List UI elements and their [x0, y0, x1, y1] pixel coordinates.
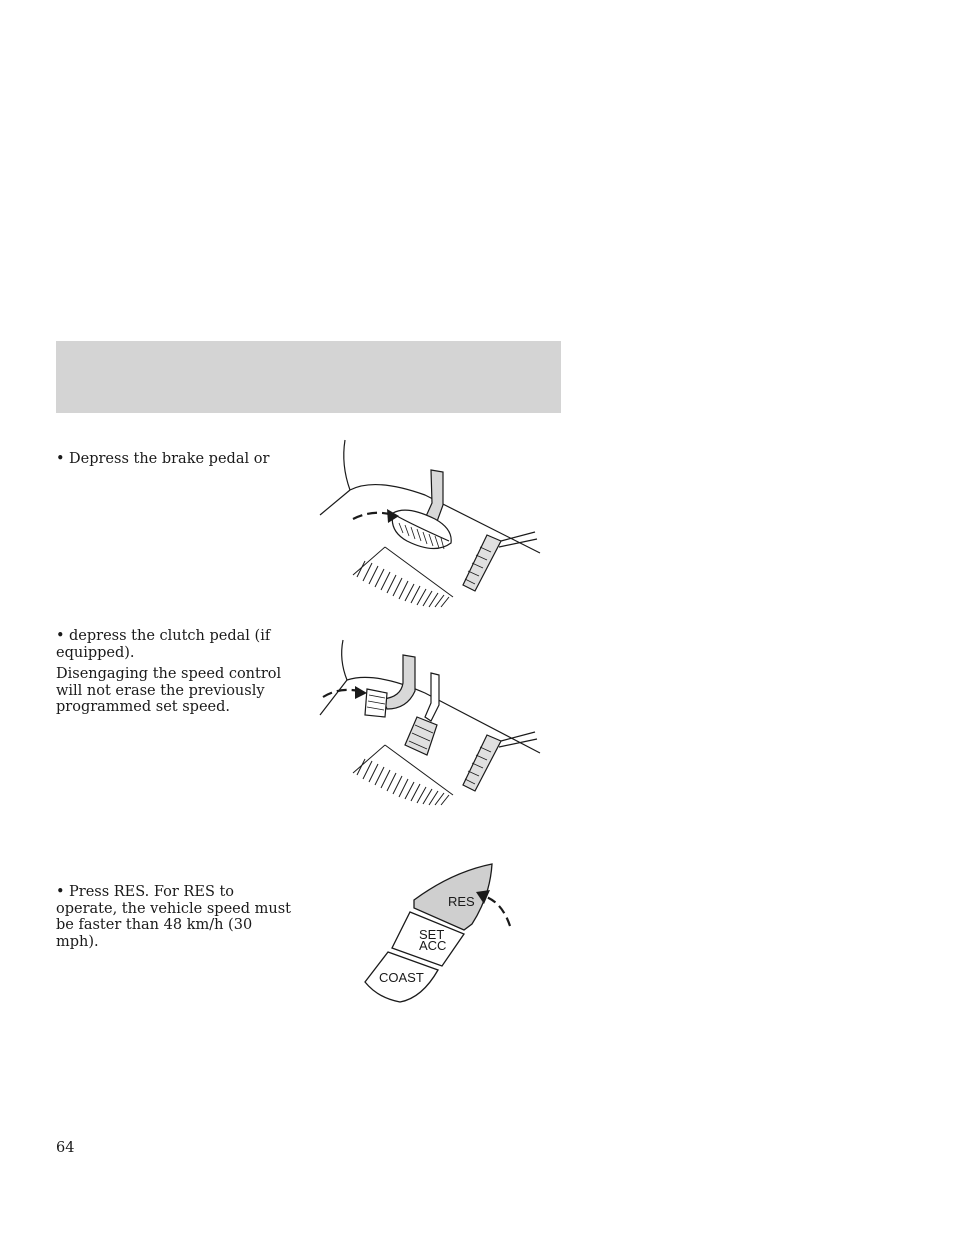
step-resume-text	[56, 884, 296, 950]
step-clutch-text	[56, 628, 296, 661]
accelerator-pedal	[463, 732, 537, 791]
step-brake-text	[56, 451, 296, 468]
step-brake-label: Depress the brake pedal or	[69, 451, 270, 467]
press-arrow	[353, 513, 393, 519]
floor-mat	[353, 745, 453, 805]
speed-control-note: Disengaging the speed control will not erase the previously programmed set speed.	[56, 666, 282, 715]
step-clutch-label: depress the clutch pedal (if equipped).	[56, 628, 271, 661]
accelerator-pedal	[463, 532, 537, 591]
section-header-band	[56, 341, 561, 413]
brake-arm	[425, 673, 439, 721]
step-brake	[56, 451, 296, 473]
firewall-line	[344, 440, 350, 490]
step-clutch	[56, 628, 296, 721]
resume-arrow	[484, 896, 510, 926]
press-arrow-head	[355, 686, 367, 699]
press-arrow	[323, 690, 359, 697]
bullet-icon: •	[56, 451, 65, 467]
brake-pedal-illustration	[315, 435, 545, 615]
step-resume-label: Press RES. For RES to operate, the vehicle speed must be faster than 48 km/h (30 mph).	[56, 884, 291, 950]
firewall-line	[342, 640, 347, 680]
bullet-icon: •	[56, 628, 65, 644]
page-number: 64	[56, 1140, 75, 1156]
speed-control-switch-illustration	[360, 860, 520, 1010]
clutch-arm	[383, 655, 415, 709]
step-resume	[56, 884, 296, 955]
brake-pedal-pad	[392, 510, 451, 549]
set-label: SET	[419, 927, 445, 942]
floor-mat	[353, 547, 453, 607]
acc-label: ACC	[419, 938, 447, 953]
brake-pedal-pad	[405, 717, 437, 755]
clutch-pedal-pad	[365, 689, 387, 717]
coast-label: COAST	[379, 970, 424, 985]
floor-edge-line	[320, 490, 350, 515]
clutch-pedal-illustration	[315, 635, 545, 815]
res-label: RES	[448, 894, 475, 909]
bullet-icon: •	[56, 884, 65, 900]
